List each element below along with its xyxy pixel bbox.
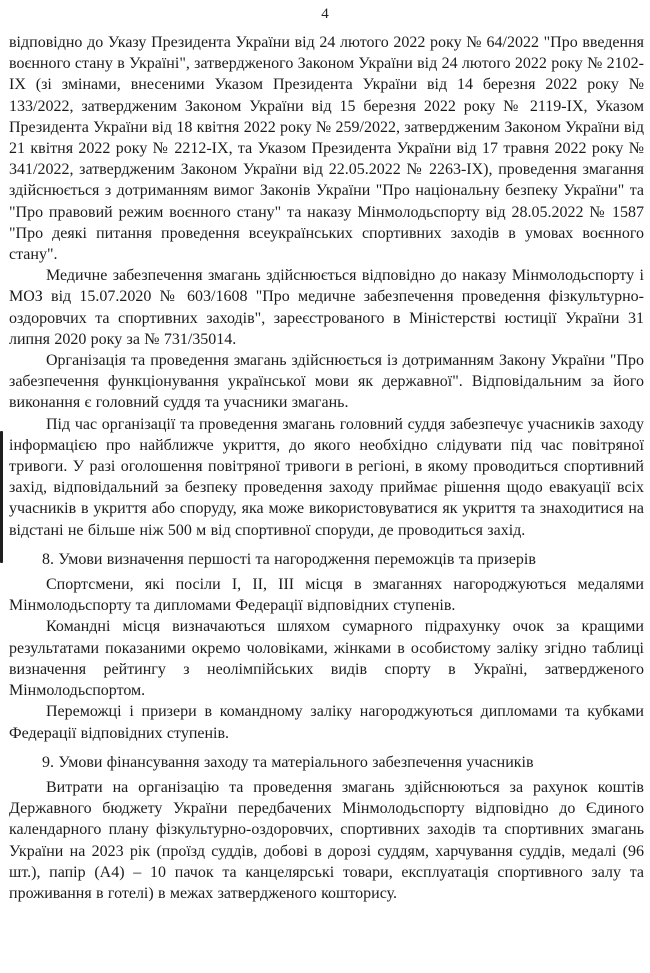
body-paragraph: Витрати на організацію та проведення змагань здійснюються за рахунок коштів Державного бюджету України передбачених Мінмолодьспорту відповідно до Єдиного календарного плану фізкультурно-оздоровчих, спортивних заходів та спортивних змагань України на 2023 рік (проїзд суддів, добові в дорозі суддям, харчування суддів, медалі (96 шт.), папір (А4) – 10 пачок та канцелярські товари, експлуатація спортивного залу та проживання в готелі) в межах затвердженого кошторису. bbox=[9, 778, 644, 902]
section-heading: 9. Умови фінансування заходу та матеріального забезпечення учасників bbox=[42, 753, 534, 771]
scan-edge-artifact bbox=[0, 431, 3, 563]
body-paragraph: Командні місця визначаються шляхом сумарного підрахунку очок за кращими результатами показаними окремо чоловіками, жінками в особистому заліку згідно таблиці визначення рейтингу з неолімпійських видів спорту в Україні, затвердженого Мінмолодьспортом. bbox=[9, 618, 644, 700]
body-paragraph: Медичне забезпечення змагань здійснюється відповідно до наказу Мінмолодьспорту і МОЗ від 15.07.2020 № 603/1608 "Про медичне забезпечення проведення фізкультурно-оздоровчих та спортивних заходів", зареєстрованого в Міністерстві юстиції України 31 липня 2020 року за № 731/35014. bbox=[9, 267, 644, 348]
body-paragraph: Переможці і призери в командному заліку нагороджуються дипломами та кубками Федерації відповідних ступенів. bbox=[9, 703, 644, 742]
body-paragraph: Організація та проведення змагань здійснюється із дотриманням Закону України "Про забезпечення функціонування української мови як державної". Відповідальним за його виконання є головний суддя та учасники змагань. bbox=[9, 352, 644, 412]
section-heading: 8. Умови визначення першості та нагородження переможців та призерів bbox=[42, 550, 536, 568]
document-body bbox=[9, 32, 644, 904]
body-paragraph: відповідно до Указу Президента України від 24 лютого 2022 року № 64/2022 "Про введення воєнного стану в Україні", затвердженого Законом України від 24 лютого 2022 року № 2102-IX (зі змінами, внесеними Указом Президента України від 14 березня 2022 року № 133/2022, затвердженим Законом України від 15 березня 2022 року № 2119-IX, Указом Президента України від 18 квітня 2022 року № 259/2022, затвердженим Законом України від 21 квітня 2022 року № 2212-IX, та Указом Президента України від 17 травня 2022 року № 341/2022, затвердженим Законом України від 22.05.2022 № 2263-IX), проведення змагання здійснюється з дотриманням вимог Законів України "Про національну безпеку України" та "Про правовий режим воєнного стану" та наказу Мінмолодьспорту від 28.05.2022 № 1587 "Про деякі питання проведення всеукраїнських спортивних заходів в умовах воєнного стану". bbox=[9, 34, 644, 264]
page-number: 4 bbox=[321, 6, 329, 22]
body-paragraph: Під час організації та проведення змагань головний суддя забезпечує учасників заходу інформацією про найближче укриття, до якого необхідно слідувати під час повітряної тривоги. У разі оголошення повітряної тривоги в регіоні, в якому проводиться спортивний захід, відповідальний за безпеку проведення заходу приймає рішення щодо евакуації всіх учасників в укриття або споруду, яка може використовуватися як укриття та знаходитися на відстані не більше ніж 500 м від спортивної споруди, де проводиться захід. bbox=[9, 415, 644, 539]
body-paragraph: Спортсмени, які посіли I, II, III місця в змаганнях нагороджуються медалями Мінмолодьспорту та дипломами Федерації відповідних ступенів. bbox=[9, 576, 644, 615]
